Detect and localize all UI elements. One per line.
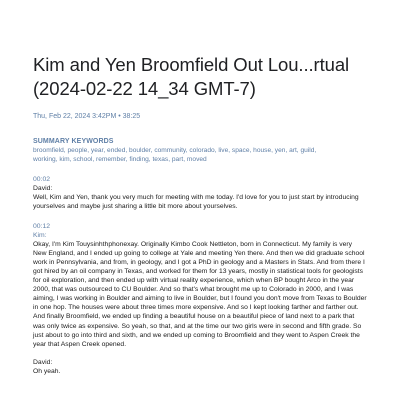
segment-text: Well, Kim and Yen, thank you very much for meeting with me today. I'd love for you to just start by introducing yourselves and maybe just sharing a little bit more about yourselves. xyxy=(33,194,359,211)
segment-speaker: David: xyxy=(33,358,53,366)
document-meta: Thu, Feb 22, 2024 3:42PM • 38:25 xyxy=(33,113,141,120)
transcript-segment xyxy=(33,222,367,349)
segment-timestamp: 00:02 xyxy=(33,176,51,183)
document-title: Kim and Yen Broomfield Out Lou...rtual (2024-02-22 14_34 GMT-7) xyxy=(33,54,350,99)
segment-text: Oh yeah. xyxy=(33,367,61,375)
summary-keywords-list: broomfield, people, year, ended, boulder, community, colorado, live, space, house, yen, art, guild, working, kim, school, remember, finding, texas, part, moved xyxy=(33,147,317,163)
segment-text: Okay, I'm Kim Touysinhthphonexay. Originally Kimbo Cook Nettleton, born in Connecticut. My family is very New England, and I ended up going to college at Yale and meeting Yen there. And then we did graduate school work in Pennsylvania, and from, in geology, and I got a PhD in geology and a Masters in Stats. And from there I got hired by an oil company in Texas, and worked for them for 13 years, mostly in statistical tools for geologists for oil exploration, and then ended up with virtual reality experience, which when BP bought Arco in the year 2000, that was outsourced to CU Boulder. And so that's what brought me up to Colorado in 2000, and I was aiming, I was working in Boulder and aiming to live in Boulder, but I found you don't move from Texas to Boulder in one hop. The houses were about three times more expensive. And so I kept looking farther and farther out. And finally Broomfield, we ended up finding a beautiful house on a beautiful piece of land next to a park that was only twice as expensive. So yeah, so that, and at the time our two girls were in second and fifth grade. So just about to go into third and sixth, and we ended up coming to Broomfield and they went to Aspen Creek the year that Aspen Creek opened. xyxy=(33,241,367,348)
transcript-segment xyxy=(33,175,367,211)
transcript-segment xyxy=(33,358,367,376)
summary-keywords-heading: SUMMARY KEYWORDS xyxy=(33,138,114,145)
segment-timestamp: 00:12 xyxy=(33,223,51,231)
segment-speaker: Kim: xyxy=(33,232,47,240)
segment-speaker: David: xyxy=(33,185,53,192)
